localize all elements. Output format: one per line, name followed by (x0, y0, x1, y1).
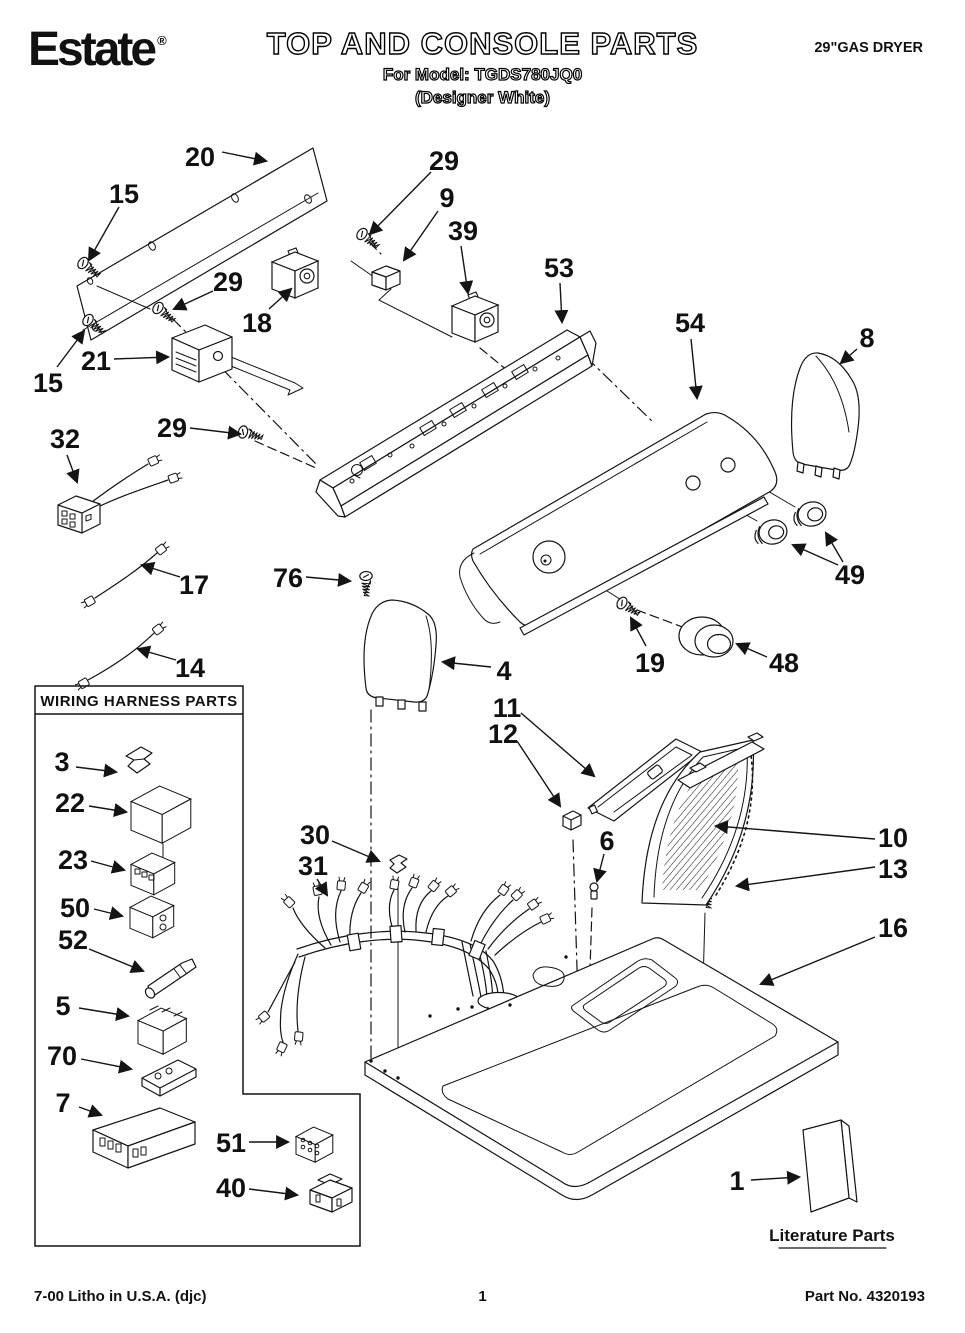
inset-part-70-connector (142, 1060, 196, 1096)
callout-13: 13 (877, 854, 909, 884)
inset-part-7-connector (93, 1108, 195, 1168)
screw-29-b (355, 226, 382, 251)
screw-19 (615, 595, 642, 618)
inset-part-40-connector (310, 1174, 352, 1212)
callout-18: 18 (241, 308, 273, 338)
timer (172, 325, 232, 382)
screen-clip-12 (563, 811, 581, 830)
callout-51: 51 (215, 1128, 247, 1158)
callout-6: 6 (599, 826, 615, 856)
inset-part-50-connector (130, 896, 174, 938)
callout-15-top: 15 (108, 179, 140, 209)
callout-54: 54 (674, 308, 706, 338)
assembly-guide-lines (172, 243, 795, 1076)
callout-52: 52 (57, 925, 89, 955)
console-endcap-right (792, 353, 860, 479)
callout-15-bottom: 15 (32, 368, 64, 398)
callout-3: 3 (54, 747, 70, 777)
knob-small-a (791, 499, 828, 529)
switch-39 (452, 292, 498, 342)
callout-10: 10 (877, 823, 909, 853)
part-9-block (372, 266, 400, 290)
inset-part-5-connector (138, 1008, 186, 1054)
registered-mark: ® (157, 33, 167, 48)
console-endcap-left (364, 600, 436, 711)
knob-small-b (752, 517, 789, 547)
callout-50: 50 (59, 893, 91, 923)
callout-40: 40 (215, 1173, 247, 1203)
callout-9: 9 (439, 183, 455, 213)
callout-48: 48 (768, 648, 800, 678)
callout-12: 12 (487, 719, 519, 749)
callout-16: 16 (877, 913, 909, 943)
switch-18 (272, 248, 318, 298)
callout-23: 23 (57, 845, 89, 875)
rear-console-panel (77, 148, 327, 340)
callout-19: 19 (634, 648, 666, 678)
inset-part-51-connector (296, 1127, 333, 1162)
wiring-harness-parts-box (35, 686, 360, 1246)
terminal-block-32 (58, 454, 183, 533)
literature-parts-label: Literature Parts (769, 1226, 895, 1245)
callout-11: 11 (492, 693, 522, 723)
knob-large-48 (679, 617, 733, 657)
callout-29-a: 29 (212, 267, 244, 297)
callout-32: 32 (49, 424, 81, 454)
part-number: Part No. 4320193 (804, 1288, 925, 1305)
callout-1: 1 (729, 1166, 745, 1196)
harness-clip-30 (390, 855, 407, 873)
page-title: TOP AND CONSOLE PARTS (266, 26, 699, 61)
callout-30: 30 (299, 820, 331, 850)
callout-49: 49 (834, 560, 866, 590)
top-panel (365, 938, 838, 1200)
callout-29-b: 29 (428, 146, 460, 176)
callout-17: 17 (178, 570, 210, 600)
inset-box-title: WIRING HARNESS PARTS (40, 693, 238, 710)
inset-part-3-clip (126, 747, 152, 773)
page-number: 1 (478, 1288, 487, 1305)
inset-part-22-connector (131, 786, 191, 843)
callout-14: 14 (174, 653, 206, 683)
callout-8: 8 (859, 323, 875, 353)
console-bracket (316, 330, 596, 517)
callout-70: 70 (46, 1041, 78, 1071)
product-type-label: 29"GAS DRYER (814, 40, 923, 56)
jumper-wire-17 (80, 541, 170, 609)
finish-line: (Designer White) (414, 88, 551, 107)
model-line: For Model: TGDS780JQ0 (382, 65, 583, 84)
screw-76 (360, 571, 373, 596)
brand-name: Estate (28, 23, 155, 76)
screw-29-c (237, 425, 264, 443)
title-block (0, 26, 965, 108)
callout-21: 21 (80, 346, 112, 376)
callout-22: 22 (54, 788, 86, 818)
screw-29-a (151, 300, 178, 325)
jumper-wire-14 (74, 621, 167, 691)
callout-4: 4 (496, 656, 512, 686)
callout-53: 53 (543, 253, 575, 283)
callout-39: 39 (447, 216, 479, 246)
callout-7: 7 (55, 1088, 71, 1118)
callout-31: 31 (297, 851, 329, 881)
stud-6 (590, 883, 598, 899)
inset-part-52-terminal (144, 959, 196, 1000)
callout-20: 20 (184, 142, 216, 172)
callout-76: 76 (272, 563, 304, 593)
callout-5: 5 (55, 991, 71, 1021)
litho-note: 7-00 Litho in U.S.A. (djc) (34, 1288, 207, 1305)
callout-29-c: 29 (156, 413, 188, 443)
